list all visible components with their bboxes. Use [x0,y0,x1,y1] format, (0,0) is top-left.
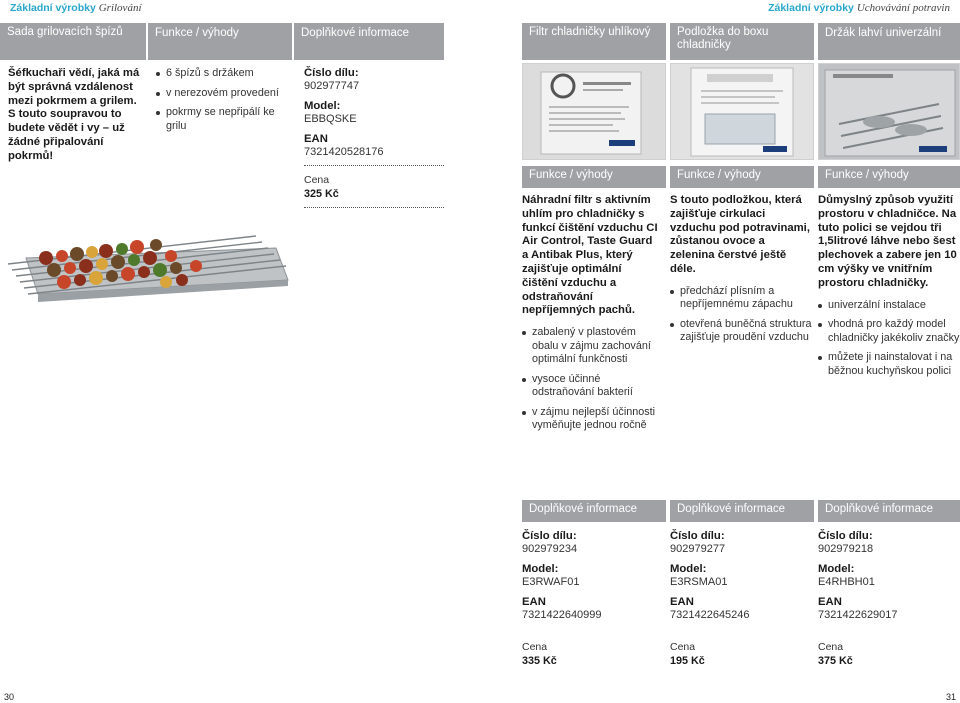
header-category-label: Uchovávání potravin [856,2,950,14]
feature-list [522,326,660,433]
left-running-header [10,2,142,14]
function-bar [670,166,814,188]
price-label: Cena [670,641,696,653]
function-bar-label: Funkce / výhody [677,169,761,181]
skewer-set-image [6,210,296,310]
product-title: Podložka do boxu chladničky [677,26,769,51]
list-item: předchází plísním a nepříjemnému zápachu [670,285,812,312]
product-description [818,194,960,384]
header-category-label: Grilování [98,2,142,14]
price-value: 375 Kč [818,655,853,667]
header-section-label: Základní výrobky [768,2,854,14]
model-label: Model: [670,563,707,575]
list-item: otevřená buněčná struktura zajišťuje proudění vzduchu [670,318,812,345]
list-item: univerzální instalace [818,299,960,313]
list-item: v nerezovém provedení [156,87,296,101]
product-lead-text: Důmyslný způsob využití prostoru v chladničce. Na tuto polici se vejdou tři 1,5litrové láhve nebo šest plechovek a zabere jen 10 cm výšky ve vnitřním prostoru chladničky. [818,194,957,289]
product-title: Držák lahví univerzální [825,27,942,39]
part-number-label: Číslo dílu: [670,530,725,542]
model-label: Model: [304,100,341,112]
product-title: Sada grilovacích špízů [7,26,123,38]
ean-value: 7321420528176 [304,146,444,166]
list-item: můžete ji nainstalovat i na běžnou kuchyňskou polici [818,351,960,378]
part-number-label: Číslo dílu: [522,530,577,542]
ean-value: 7321422640999 [522,609,602,621]
filter-product-image [522,63,666,160]
bottle-holder-product-image [818,63,960,160]
product-title-bar [670,23,814,60]
price-value: 195 Kč [670,655,705,667]
price-label: Cena [522,641,548,653]
right-running-header [768,2,950,14]
function-bar-label: Funkce / výhody [529,169,613,181]
extra-info-bar [670,500,814,522]
price-value: 335 Kč [522,655,557,667]
product-lead-text: Náhradní filtr s aktivním uhlím pro chladničky s funkcí čištění vzduchu CI Air Control, Taste Guard a Antibak Plus, který zajišťuje optimální čištění vzduchu a odstraňování nepříjemných pachů. [522,194,658,317]
part-number-value: 902979218 [818,543,874,555]
page-number-left: 30 [4,692,15,702]
function-bar-label: Funkce / výhody [155,27,239,39]
model-label: Model: [522,563,559,575]
list-item: zabalený v plastovém obalu v zájmu zachování optimální funkčnosti [522,326,660,367]
ean-label: EAN [818,596,842,608]
part-number-label: Číslo dílu: [818,530,873,542]
list-item: vhodná pro každý model chladničky jakékoliv značky [818,318,960,345]
price-label: Cena [304,174,330,186]
ean-value: 7321422629017 [818,609,898,621]
product-info [522,530,662,668]
product-title-bar [0,23,146,60]
feature-list [156,67,296,139]
model-value: E3RSMA01 [670,576,728,588]
extra-info-bar-label: Doplňkové informace [301,27,410,39]
product-title-bar [522,23,666,60]
list-item: v zájmu nejlepší účinnosti vyměňujte jednou ročně [522,406,660,433]
ean-value: 7321422645246 [670,609,750,621]
header-section-label: Základní výrobky [10,2,96,14]
product-description [522,194,660,439]
model-value: E3RWAF01 [522,576,580,588]
product-title: Filtr chladničky uhlíkový [529,26,651,38]
ean-label: EAN [670,596,694,608]
feature-list [818,299,960,379]
model-label: Model: [818,563,855,575]
mat-product-image [670,63,814,160]
model-value: E4RHBH01 [818,576,875,588]
extra-info-bar-label: Doplňkové informace [677,503,786,515]
list-item: vysoce účinné odstraňování bakterií [522,373,660,400]
product-lead-text: Šéfkuchaři vědí, jaká má být správná vzdálenost mezi pokrmem a grilem. S touto soupravou to budete vědět i vy – už žádné připalování pokrmů! [8,67,140,162]
product-info [670,530,810,668]
function-bar [818,166,960,188]
product-title-bar [818,23,960,60]
page-number-right: 31 [945,692,956,702]
price-label: Cena [818,641,844,653]
extra-info-bar [294,23,444,60]
extra-info-bar-label: Doplňkové informace [529,503,638,515]
ean-label: EAN [304,133,328,145]
product-lead-text: S touto podložkou, která zajišťuje cirkulaci vzduchu pod potravinami, zůstanou ovoce a zelenina čerstvé ještě déle. [670,194,810,275]
extra-info-bar-label: Doplňkové informace [825,503,934,515]
product-info [304,67,444,208]
ean-label: EAN [522,596,546,608]
product-info [818,530,958,668]
price-value: 325 Kč [304,187,444,208]
extra-info-bar [522,500,666,522]
part-number-label: Číslo dílu: [304,67,359,79]
function-bar [522,166,666,188]
product-description [670,194,812,351]
function-bar-label: Funkce / výhody [825,169,909,181]
feature-list [670,285,812,345]
list-item: 6 špízů s držákem [156,67,296,81]
model-value: EBBQSKE [304,113,357,125]
extra-info-bar [818,500,960,522]
part-number-value: 902977747 [304,80,360,92]
list-item: pokrmy se nepřipálí ke grilu [156,106,296,133]
part-number-value: 902979277 [670,543,726,555]
function-bar [148,23,292,60]
part-number-value: 902979234 [522,543,578,555]
